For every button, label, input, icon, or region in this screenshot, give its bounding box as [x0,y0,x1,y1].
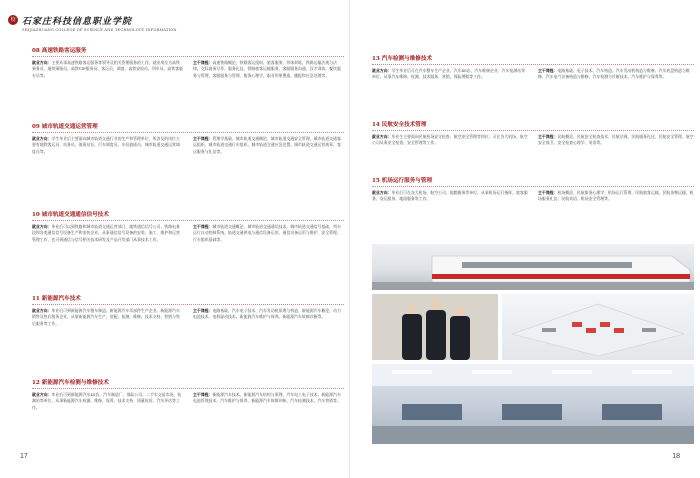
section-title: 14 民航安全技术管理 [372,120,694,131]
section-10 [32,210,344,243]
section-title: 08 高速铁路客运服务 [32,46,344,57]
courses-column: 主干课程：高速铁路概论、铁路客运组织、旅客服务、形体训练、铁路运输法规与法律、交际商务写作、服务礼仪、铁路旅客运输服务、客服服务沟通、汉才训练、餐饮服务与管理、客服服务与管理、服务心理学、职业形象塑造、播报和应急处理等。 [193,60,341,78]
school-name-en: SHIJIAZHUANG COLLEGE OF SCIENCE AND TECHNOLOGY INFORMATION [22,28,177,32]
employment-column: 就业方向：毕业后可到新能源汽车4S店、汽车制造厂、保险公司、二手车交易市场、检测站等单位，从事新能源汽车检测、维修、保养、技术支持、质量检验、汽车评估等工作。 [32,392,182,410]
graduates-photo [372,294,498,360]
employment-column: 就业方向：毕业后可到新能源汽车整车制造、新能源汽车零部件生产企业、新能源汽车销售及售后服务企业，从事新能源汽车生产、装配、检测、维修、技术支持、营销与售后服务等工作。 [32,308,180,326]
courses-column: 主干课程：民航概论、民航安全检查技术、民航法规、民航服务礼仪、民航安全管理、航空安全保卫、安全检查心理学、英语等。 [538,134,694,146]
section-14 [372,120,694,147]
section-08 [32,46,344,79]
section-13 [372,54,694,81]
classroom-render [502,294,694,360]
section-title: 10 城市轨道交通通信信号技术 [32,210,344,221]
employment-column: 就业方向：毕业后可在各大机场、航空公司、地勤服务等单位，从事机场运行指挥、旅客服务、货运服务、地面服务等工作。 [372,190,528,202]
section-12 [32,378,344,411]
page-number: 17 [20,453,28,460]
train-photo [372,244,694,290]
section-title: 13 汽车检测与维修技术 [372,54,694,65]
employment-column: 就业方向：学生毕业后可在汽车整车生产企业、汽车4S店、汽车维修企业、汽车检测站等单位，从事汽车维修、检测、技术服务、营销、保险理赔等工作。 [372,68,525,80]
section-title: 12 新能源汽车检测与维修技术 [32,378,344,389]
school-logo [10,14,177,32]
page-number: 18 [672,453,680,460]
courses-column: 主干课程：城市轨道交通概论、城市轨道交通通信技术、城市轨道交通信号基础、列车运行自动控制系统、轨道交通供电与通信设备运用、通信设备运用与维护、安全管理、行车组织基础等。 [193,224,341,242]
section-11 [32,294,344,327]
section-15 [372,176,694,203]
school-name: 石家庄科技信息职业学院 [22,17,133,27]
employment-column: 就业方向：学生毕业后主要面向城市轨道交通行业的生产和管理单位，所涉及的岗位主要有地铁客运员、站务员、值班站长、行车调度员、车站值班员、城市轨道交通运营调度员等。 [32,136,180,154]
courses-column: 主干课程：管理学基础、城市轨道交通概论、城市轨道交通安全管理、城市轨道交通客运组织、城市轨道交通行车组织、城市轨道交通应急处置、城市轨道交通运营规章、客运服务与礼仪等。 [193,136,341,154]
courses-column: 主干课程：新能源汽车技术、新能源汽车结构与原理、汽车电工电子技术、新能源汽车电池管理技术、汽车维护与保养、新能源汽车故障诊断、汽车检测技术、汽车营销等。 [193,392,341,404]
section-title: 11 新能源汽车技术 [32,294,344,305]
section-title: 15 机场运行服务与管理 [372,176,694,187]
right-page [350,0,700,478]
employment-column: 就业方向：主要从事高速铁路客运服务等领导及相关管理服务的工作，就业岗位为高铁乘务员、地铁乘服员、高铁VIP服务员、客运员、调度、高铁安检员、列车员、高铁客服专员等。 [32,60,183,78]
section-09 [32,122,344,155]
courses-column: 主干课程：电路基础、汽车电子技术、汽车发动机原理与构造、新能源汽车概论、动力电池技术、电机驱动技术、新能源汽车维护与保养、新能源汽车故障诊断等。 [193,308,341,320]
section-title: 09 城市轨道交通运营管理 [32,122,344,133]
lab-photo [372,364,694,444]
courses-column: 主干课程：机场概论、民航服务心理学、机场运行管理、民航旅客运输、民航货物运输、机场服务礼仪、民航英语、机场安全管理等。 [538,190,694,202]
employment-column: 就业方向：毕业生主要面向民航机场安全检查、航空安全管理等岗位，可在各大机场、航空公司从事安全检查、安全管理等工作。 [372,134,528,146]
seal-icon: 校 [8,15,18,25]
courses-column: 主干课程：电路基础、电子技术、汽车构造、汽车发动机构造与维修、汽车底盘构造与维修、汽车电气设备构造与维修、汽车检测与诊断技术、汽车维护与保养等。 [538,68,690,80]
employment-column: 就业方向：毕业后可以到铁路和城市轨道交通运营部门、地铁通信信号公司、铁路电务段和各类通信信号设备生产和安装企业，从事通信信号设备的安装、施工、维护和运营管理工作，也可到通信与信号相关技术研发及产品开发部门从事技术工作。 [32,224,180,242]
